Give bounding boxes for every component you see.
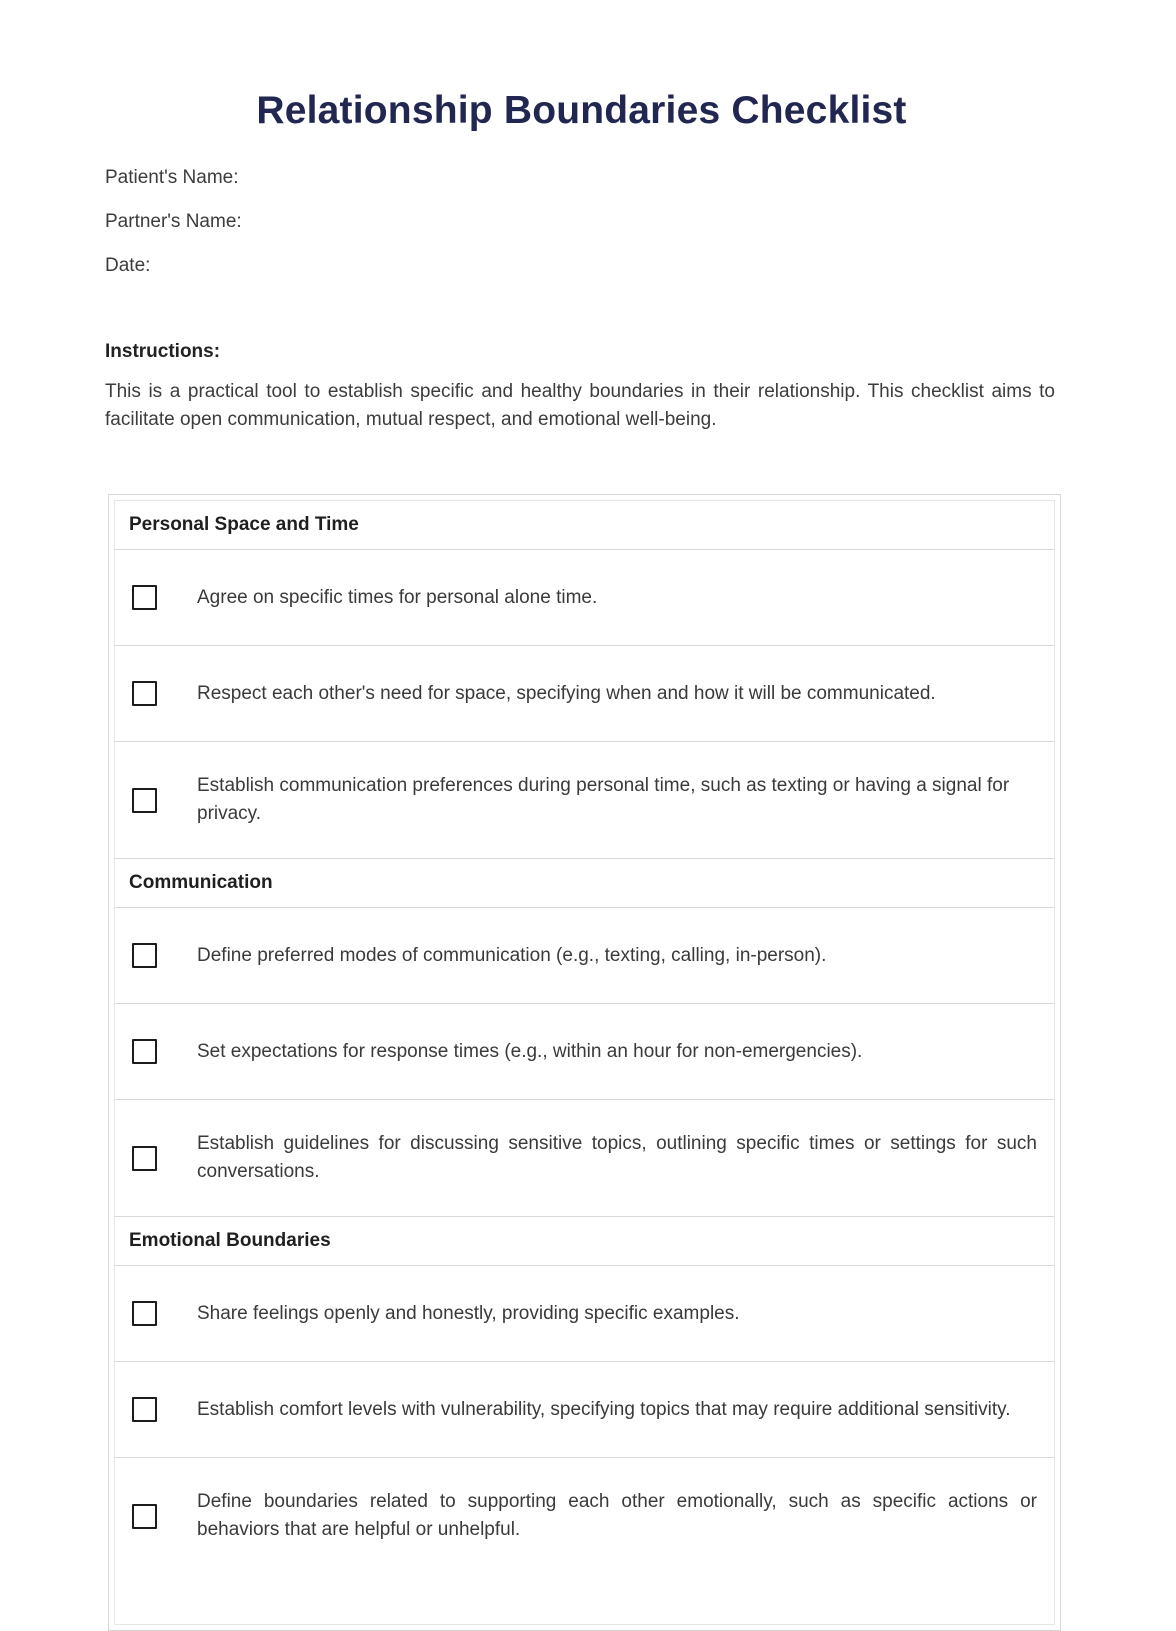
section-header-row [115,1216,1054,1265]
checkbox[interactable] [132,943,157,968]
checklist-item-row [115,645,1054,741]
section-header-row [115,501,1054,549]
checklist-item-text: Define preferred modes of communication (e.g., texting, calling, in-person). [197,944,827,966]
checkbox[interactable] [132,585,157,610]
checklist-item-text: Define boundaries related to supporting each other emotionally, such as specific actions or behaviors that are helpful or unhelpful. [197,1491,1037,1540]
checkbox[interactable] [132,1504,157,1529]
checklist-item-text: Set expectations for response times (e.g., within an hour for non-emergencies). [197,1040,863,1062]
instructions-heading: Instructions: [105,341,221,362]
field-patient-name: Patient's Name: [105,167,239,188]
checklist-item-row [115,549,1054,645]
section-header-row [115,858,1054,907]
checklist-item-row [115,1003,1054,1099]
checkbox[interactable] [132,1397,157,1422]
checklist-item-text: Share feelings openly and honestly, providing specific examples. [197,1302,740,1324]
checklist-item-text: Agree on specific times for personal alone time. [197,586,598,608]
section-title: Communication [129,872,273,893]
checklist-item-text: Establish communication preferences during personal time, such as texting or having a signal for privacy. [197,775,1010,824]
checklist-item-row [115,741,1054,858]
checklist-item-row [115,907,1054,1003]
checklist-item-text: Respect each other's need for space, specifying when and how it will be communicated. [197,682,936,704]
checklist-item-row [115,1265,1054,1361]
field-partner-name: Partner's Name: [105,211,242,232]
checklist-body [114,500,1055,1625]
checkbox[interactable] [132,788,157,813]
checklist-item-text: Establish guidelines for discussing sensitive topics, outlining specific times or settings for such conversations. [197,1133,1037,1182]
field-date: Date: [105,255,151,276]
checklist-table [108,494,1061,1631]
checklist-item-text: Establish comfort levels with vulnerability, specifying topics that may require additional sensitivity. [197,1398,1011,1420]
checklist-item-row [115,1361,1054,1457]
instructions-body: This is a practical tool to establish specific and healthy boundaries in their relationship. This checklist aims to facilitate open communication, mutual respect, and emotional well-being. [105,381,1055,430]
document-title: Relationship Boundaries Checklist [256,89,907,132]
checkbox[interactable] [132,1146,157,1171]
checkbox[interactable] [132,1039,157,1064]
checklist-item-row [115,1457,1054,1624]
section-title: Personal Space and Time [129,514,359,535]
checkbox[interactable] [132,1301,157,1326]
checkbox[interactable] [132,681,157,706]
section-title: Emotional Boundaries [129,1230,331,1251]
header-fields [105,168,1058,276]
checklist-item-row [115,1099,1054,1216]
